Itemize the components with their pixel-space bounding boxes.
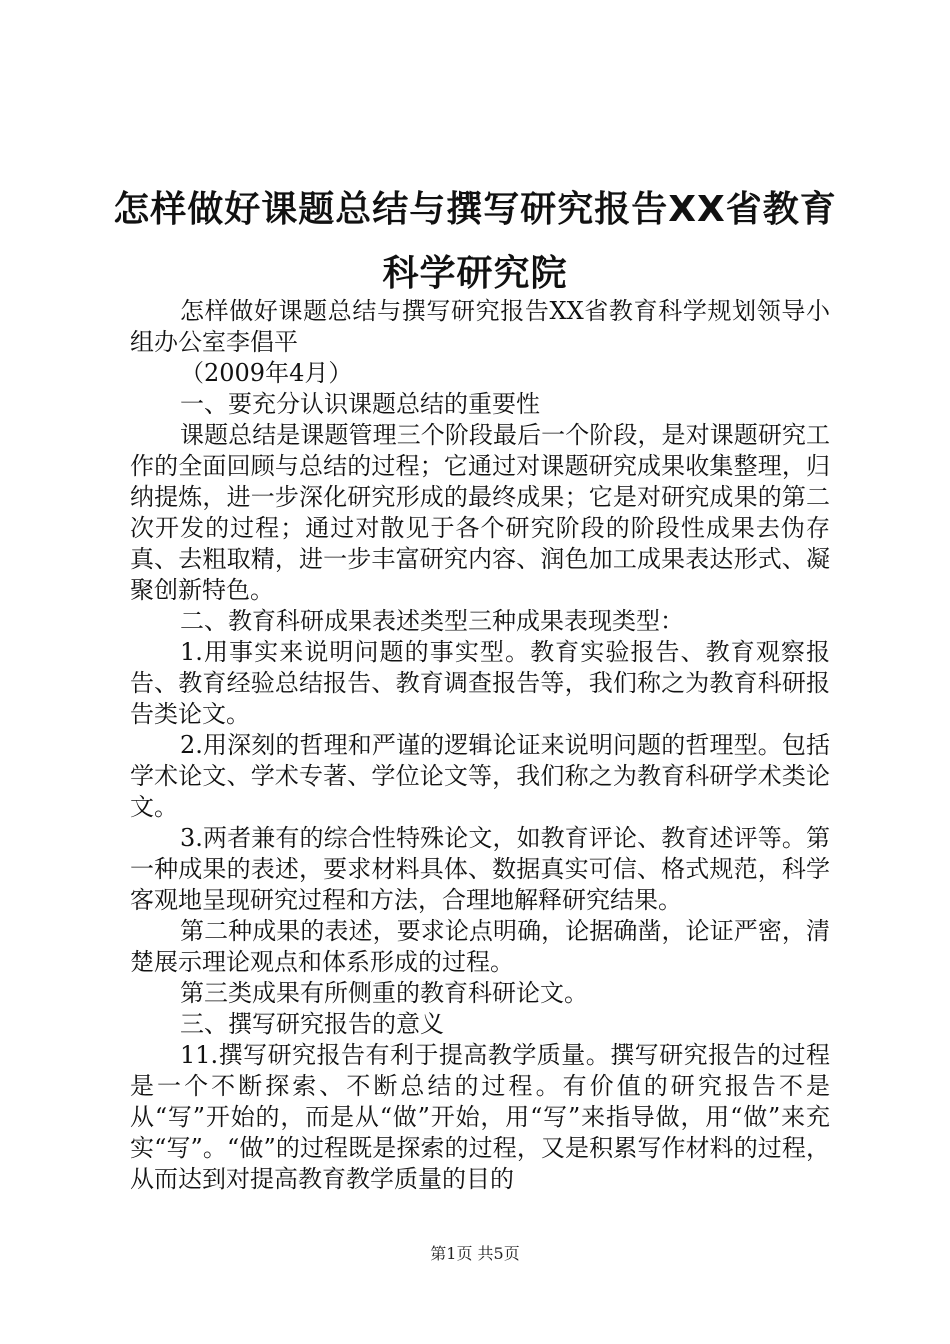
paragraph: 第二种成果的表述，要求论点明确，论据确凿，论证严密，清楚展示理论观点和体系形成的过程。 xyxy=(130,917,830,976)
paragraph: 1.用事实来说明问题的事实型。教育实验报告、教育观察报告、教育经验总结报告、教育调查报告等，我们称之为教育科研报告类论文。 xyxy=(130,638,830,728)
paragraph: 11.撰写研究报告有利于提高教学质量。撰写研究报告的过程是一个不断探索、不断总结的过程。有价值的研究报告不是从“写”开始的，而是从“做”开始，用“写”来指导做，用“做”来充实“写”。“做”的过程既是探索的过程，又是积累写作材料的过程，从而达到对提高教育教学质量的目的 xyxy=(130,1041,830,1193)
paragraph: 课题总结是课题管理三个阶段最后一个阶段，是对课题研究工作的全面回顾与总结的过程；它通过对课题研究成果收集整理，归纳提炼，进一步深化研究形成的最终成果；它是对研究成果的第二次开发的过程；通过对散见于各个研究阶段的阶段性成果去伪存真、去粗取精，进一步丰富研究内容、润色加工成果表达形式、凝聚创新特色。 xyxy=(130,421,830,604)
title-line-2: 科学研究院 xyxy=(382,253,568,294)
page-footer: 第1页 共5页 xyxy=(430,1244,520,1263)
section-heading-1: 一、要充分认识课题总结的重要性 xyxy=(180,390,540,418)
document-title xyxy=(100,178,850,306)
section-heading-3: 三、撰写研究报告的意义 xyxy=(180,1010,444,1038)
title-line-1: 怎样做好课题总结与撰写研究报告XX省教育 xyxy=(113,189,837,230)
document-body xyxy=(130,296,830,1195)
paragraph: 3.两者兼有的综合性特殊论文，如教育评论、教育述评等。第一种成果的表述，要求材料具体、数据真实可信、格式规范，科学客观地呈现研究过程和方法，合理地解释研究结果。 xyxy=(130,824,830,914)
section-heading-2: 二、教育科研成果表述类型三种成果表现类型： xyxy=(180,607,684,635)
paragraph-date: （2009年4月） xyxy=(180,359,353,387)
paragraph-intro: 怎样做好课题总结与撰写研究报告XX省教育科学规划领导小组办公室李倡平 xyxy=(130,297,830,356)
paragraph: 第三类成果有所侧重的教育科研论文。 xyxy=(180,979,588,1007)
paragraph: 2.用深刻的哲理和严谨的逻辑论证来说明问题的哲理型。包括学术论文、学术专著、学位论文等，我们称之为教育科研学术类论文。 xyxy=(130,731,830,821)
